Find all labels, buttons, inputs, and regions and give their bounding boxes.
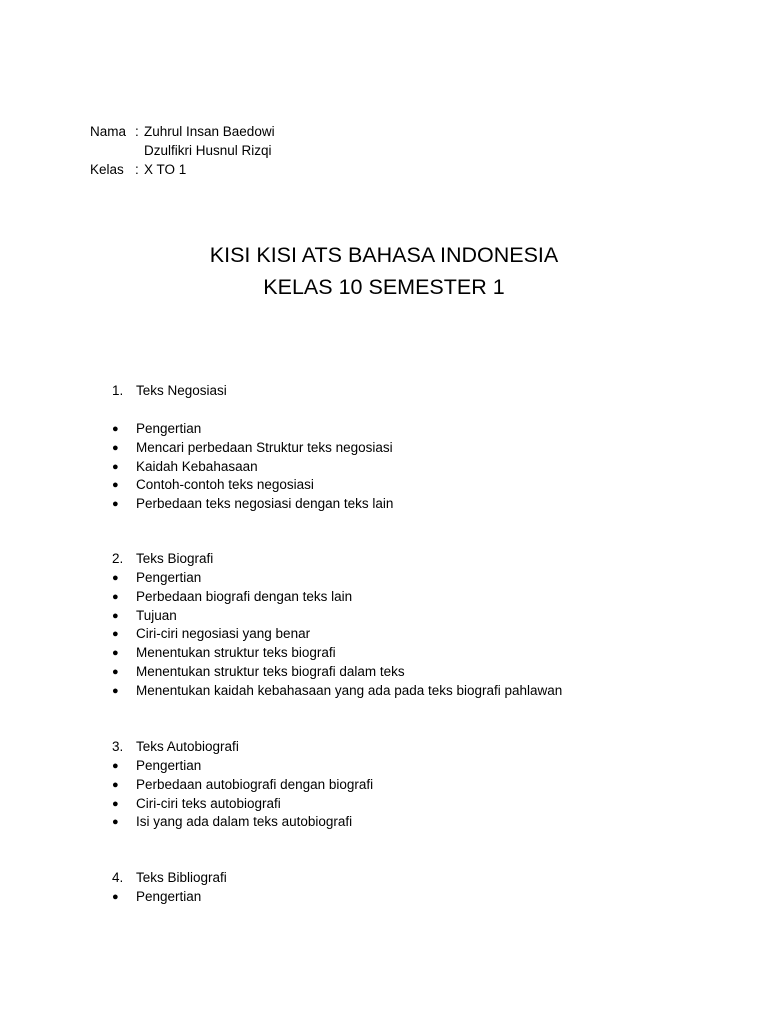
kelas-label: Kelas: [90, 162, 124, 177]
list-item: ● Menentukan kaidah kebahasaan yang ada pada teks biografi pahlawan: [112, 682, 562, 701]
section-number: 4.: [112, 870, 124, 885]
list-item: ● Perbedaan biografi dengan teks lain: [112, 588, 562, 607]
list-item: ● Pengertian: [112, 569, 562, 588]
item-list: [112, 757, 373, 832]
list-item: ● Perbedaan teks negosiasi dengan teks lain: [112, 495, 393, 514]
item-list: [112, 888, 227, 907]
bullet-icon: ●: [112, 778, 119, 791]
list-item: ● Menentukan struktur teks biografi dalam teks: [112, 663, 562, 682]
list-item: ● Ciri-ciri teks autobiografi: [112, 795, 373, 814]
bullet-icon: ●: [112, 760, 119, 772]
list-item: ● Pengertian: [112, 420, 393, 439]
item-list: [112, 569, 562, 701]
section-heading: [112, 869, 227, 888]
document-subtitle: KELAS 10 SEMESTER 1: [263, 275, 505, 299]
list-item: ● Mencari perbedaan Struktur teks negosiasi: [112, 439, 393, 458]
section-teks-negosiasi: [112, 382, 393, 514]
section-heading: [112, 738, 373, 757]
section-title: Teks Bibliografi: [136, 870, 227, 885]
bullet-icon: ●: [112, 647, 119, 660]
bullet-icon: ●: [112, 498, 119, 511]
section-number: 1.: [112, 383, 124, 398]
bullet-icon: ●: [112, 460, 119, 473]
bullet-icon: ●: [112, 816, 119, 829]
nama-row-2: [90, 141, 275, 160]
student-info: [90, 122, 275, 179]
bullet-icon: ●: [112, 797, 119, 810]
list-item: ● Kaidah Kebahasaan: [112, 458, 393, 477]
section-title: Teks Autobiografi: [136, 739, 239, 754]
nama-value-2: Dzulfikri Husnul Rizqi: [144, 143, 272, 158]
bullet-icon: ●: [112, 665, 119, 678]
bullet-icon: ●: [112, 590, 119, 603]
nama-label: Nama: [90, 124, 127, 139]
list-item: ● Pengertian: [112, 888, 227, 907]
bullet-icon: ●: [112, 423, 119, 435]
list-item: ● Contoh-contoh teks negosiasi: [112, 476, 393, 495]
kelas-row: [90, 160, 275, 179]
bullet-icon: ●: [112, 609, 119, 622]
section-heading: [112, 550, 562, 569]
section-number: 3.: [112, 739, 124, 754]
list-item: ● Perbedaan autobiografi dengan biografi: [112, 776, 373, 795]
section-title: Teks Negosiasi: [136, 383, 227, 398]
list-item: ● Tujuan: [112, 607, 562, 626]
document-title: KISI KISI ATS BAHASA INDONESIA: [209, 243, 559, 267]
list-item: ● Ciri-ciri negosiasi yang benar: [112, 625, 562, 644]
nama-separator: :: [135, 124, 139, 139]
nama-value-1: Zuhrul Insan Baedowi: [144, 124, 275, 139]
bullet-icon: ●: [112, 684, 119, 697]
section-teks-biografi: [112, 550, 562, 701]
bullet-icon: ●: [112, 441, 119, 454]
section-number: 2.: [112, 551, 124, 566]
list-item: ● Isi yang ada dalam teks autobiografi: [112, 813, 373, 832]
section-heading: [112, 382, 393, 401]
kelas-value: X TO 1: [144, 162, 187, 177]
nama-row: [90, 122, 275, 141]
bullet-icon: ●: [112, 891, 119, 903]
bullet-icon: ●: [112, 572, 119, 584]
section-teks-autobiografi: [112, 738, 373, 832]
item-list: [112, 420, 393, 514]
list-item: ● Pengertian: [112, 757, 373, 776]
bullet-icon: ●: [112, 479, 119, 492]
section-teks-bibliografi: [112, 869, 227, 907]
section-title: Teks Biografi: [136, 551, 214, 566]
bullet-icon: ●: [112, 628, 119, 641]
list-item: ● Menentukan struktur teks biografi: [112, 644, 562, 663]
kelas-separator: :: [135, 162, 139, 177]
